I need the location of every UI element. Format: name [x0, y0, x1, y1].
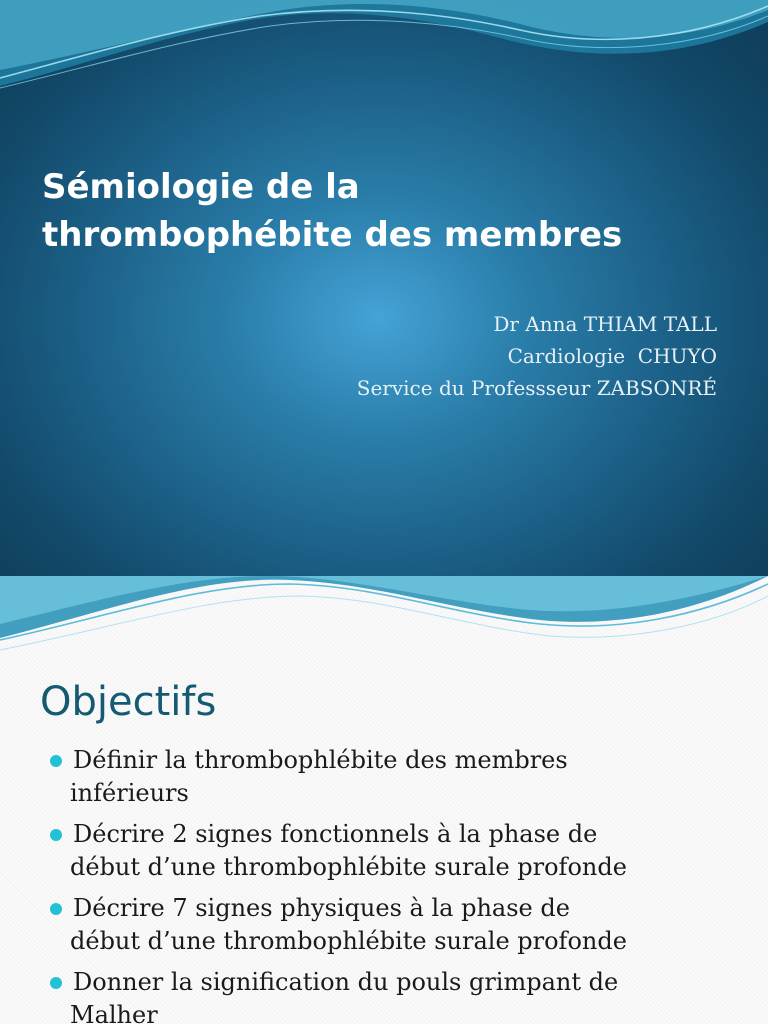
bullet-icon — [50, 977, 62, 989]
objectives-list — [0, 744, 768, 1024]
decorative-wave — [0, 0, 768, 110]
list-item — [0, 744, 768, 810]
slide-subtitle — [357, 308, 717, 404]
bullet-icon — [50, 755, 62, 767]
author-name: Dr Anna THIAM TALL — [493, 312, 717, 336]
list-item-line-1: Définir la thrombophlébite des membres — [73, 746, 568, 774]
list-item-line-2: inférieurs — [70, 779, 189, 807]
bullet-icon — [50, 903, 62, 915]
bullet-icon — [50, 829, 62, 841]
objectives-slide — [0, 576, 768, 1024]
list-item-line-1: Décrire 7 signes physiques à la phase de — [73, 894, 570, 922]
list-item-line-2: Malher — [70, 1001, 158, 1024]
list-item — [0, 892, 768, 958]
list-item — [0, 818, 768, 884]
list-item-line-1: Décrire 2 signes fonctionnels à la phase de — [73, 820, 598, 848]
title-line-2: thrombophébite des membres — [42, 215, 623, 255]
decorative-wave — [0, 576, 768, 666]
slide-title — [42, 163, 722, 259]
author-service: Service du Professseur ZABSONRÉ — [356, 376, 717, 400]
list-item-line-2: début d’une thrombophlébite surale profonde — [70, 927, 627, 955]
list-item-line-2: début d’une thrombophlébite surale profonde — [70, 853, 627, 881]
title-line-1: Sémiologie de la — [42, 167, 360, 207]
slide-heading: Objectifs — [40, 679, 217, 725]
list-item-line-1: Donner la signification du pouls grimpant de — [73, 968, 619, 996]
author-department: Cardiologie CHUYO — [507, 344, 717, 368]
list-item — [0, 966, 768, 1024]
